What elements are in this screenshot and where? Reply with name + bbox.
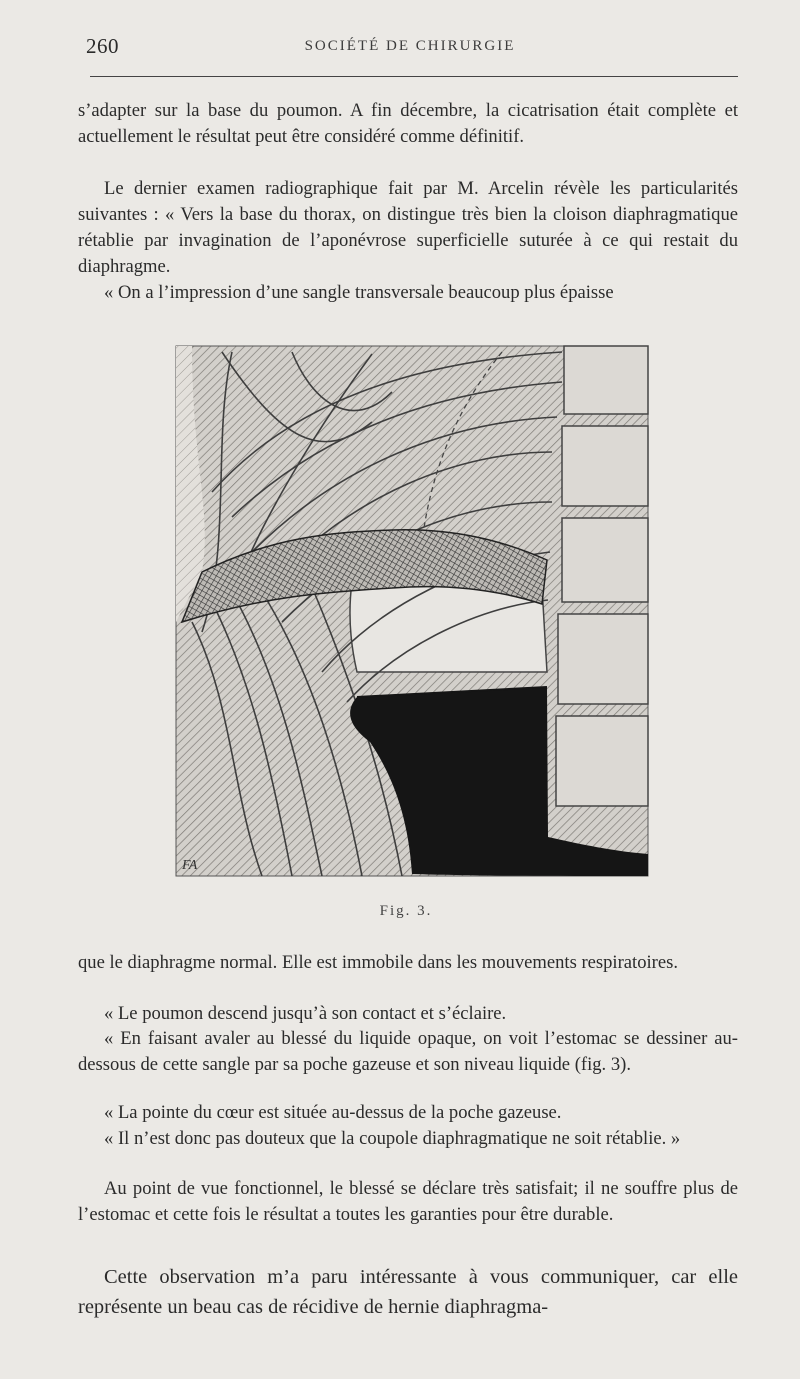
paragraph: que le diaphragme normal. Elle est immobile dans les mouvements respiratoires. xyxy=(78,952,679,973)
paragraph: « En faisant avaler au blessé du liquide opaque, on voit l’estomac se dessiner au-dessous de cette sangle par sa poche gazeuse et son niveau liquide (fig. 3). xyxy=(78,1028,738,1075)
page-number: 260 xyxy=(86,34,119,58)
paragraph: Le dernier examen radiographique fait par M. Arcelin révèle les particularités suivantes : « Vers la base du thorax, on distingue très bien la cloison diaphragmatique rétablie par invagination de l’aponévrose superficielle suturée à ce qui restait du diaphragme. xyxy=(78,178,738,277)
paragraph: « Le poumon descend jusqu’à son contact et s’éclaire. xyxy=(104,1003,507,1024)
paragraph: Au point de vue fonctionnel, le blessé se déclare très satisfait; il ne souffre plus de l’estomac et cette fois le résultat a toutes les garanties pour être durable. xyxy=(78,1178,738,1225)
vertebra xyxy=(556,716,648,806)
running-title: SOCIÉTÉ DE CHIRURGIE xyxy=(304,38,516,54)
header-rule xyxy=(90,76,738,77)
vertebra xyxy=(562,426,648,506)
artist-signature: FA xyxy=(182,858,198,873)
paragraph: « Il n’est donc pas douteux que la coupole diaphragmatique ne soit rétablie. » xyxy=(104,1128,681,1149)
vertebra xyxy=(558,614,648,704)
vertebra xyxy=(564,346,648,414)
radiograph-figure xyxy=(172,342,654,882)
closing-paragraph: Cette observation m’a paru intéressante à vous communiquer, car elle représente un beau cas de récidive de hernie diaphragma- xyxy=(78,1266,738,1318)
paragraph: « La pointe du cœur est située au-dessus de la poche gazeuse. xyxy=(104,1102,562,1123)
paragraph: s’adapter sur la base du poumon. A fin décembre, la cicatrisation était complète et actuellement le résultat peut être considéré comme définitif. xyxy=(78,100,738,147)
figure-caption: Fig. 3. xyxy=(379,903,433,919)
vertebra xyxy=(562,518,648,602)
paragraph: « On a l’impression d’une sangle transversale beaucoup plus épaisse xyxy=(104,282,614,303)
